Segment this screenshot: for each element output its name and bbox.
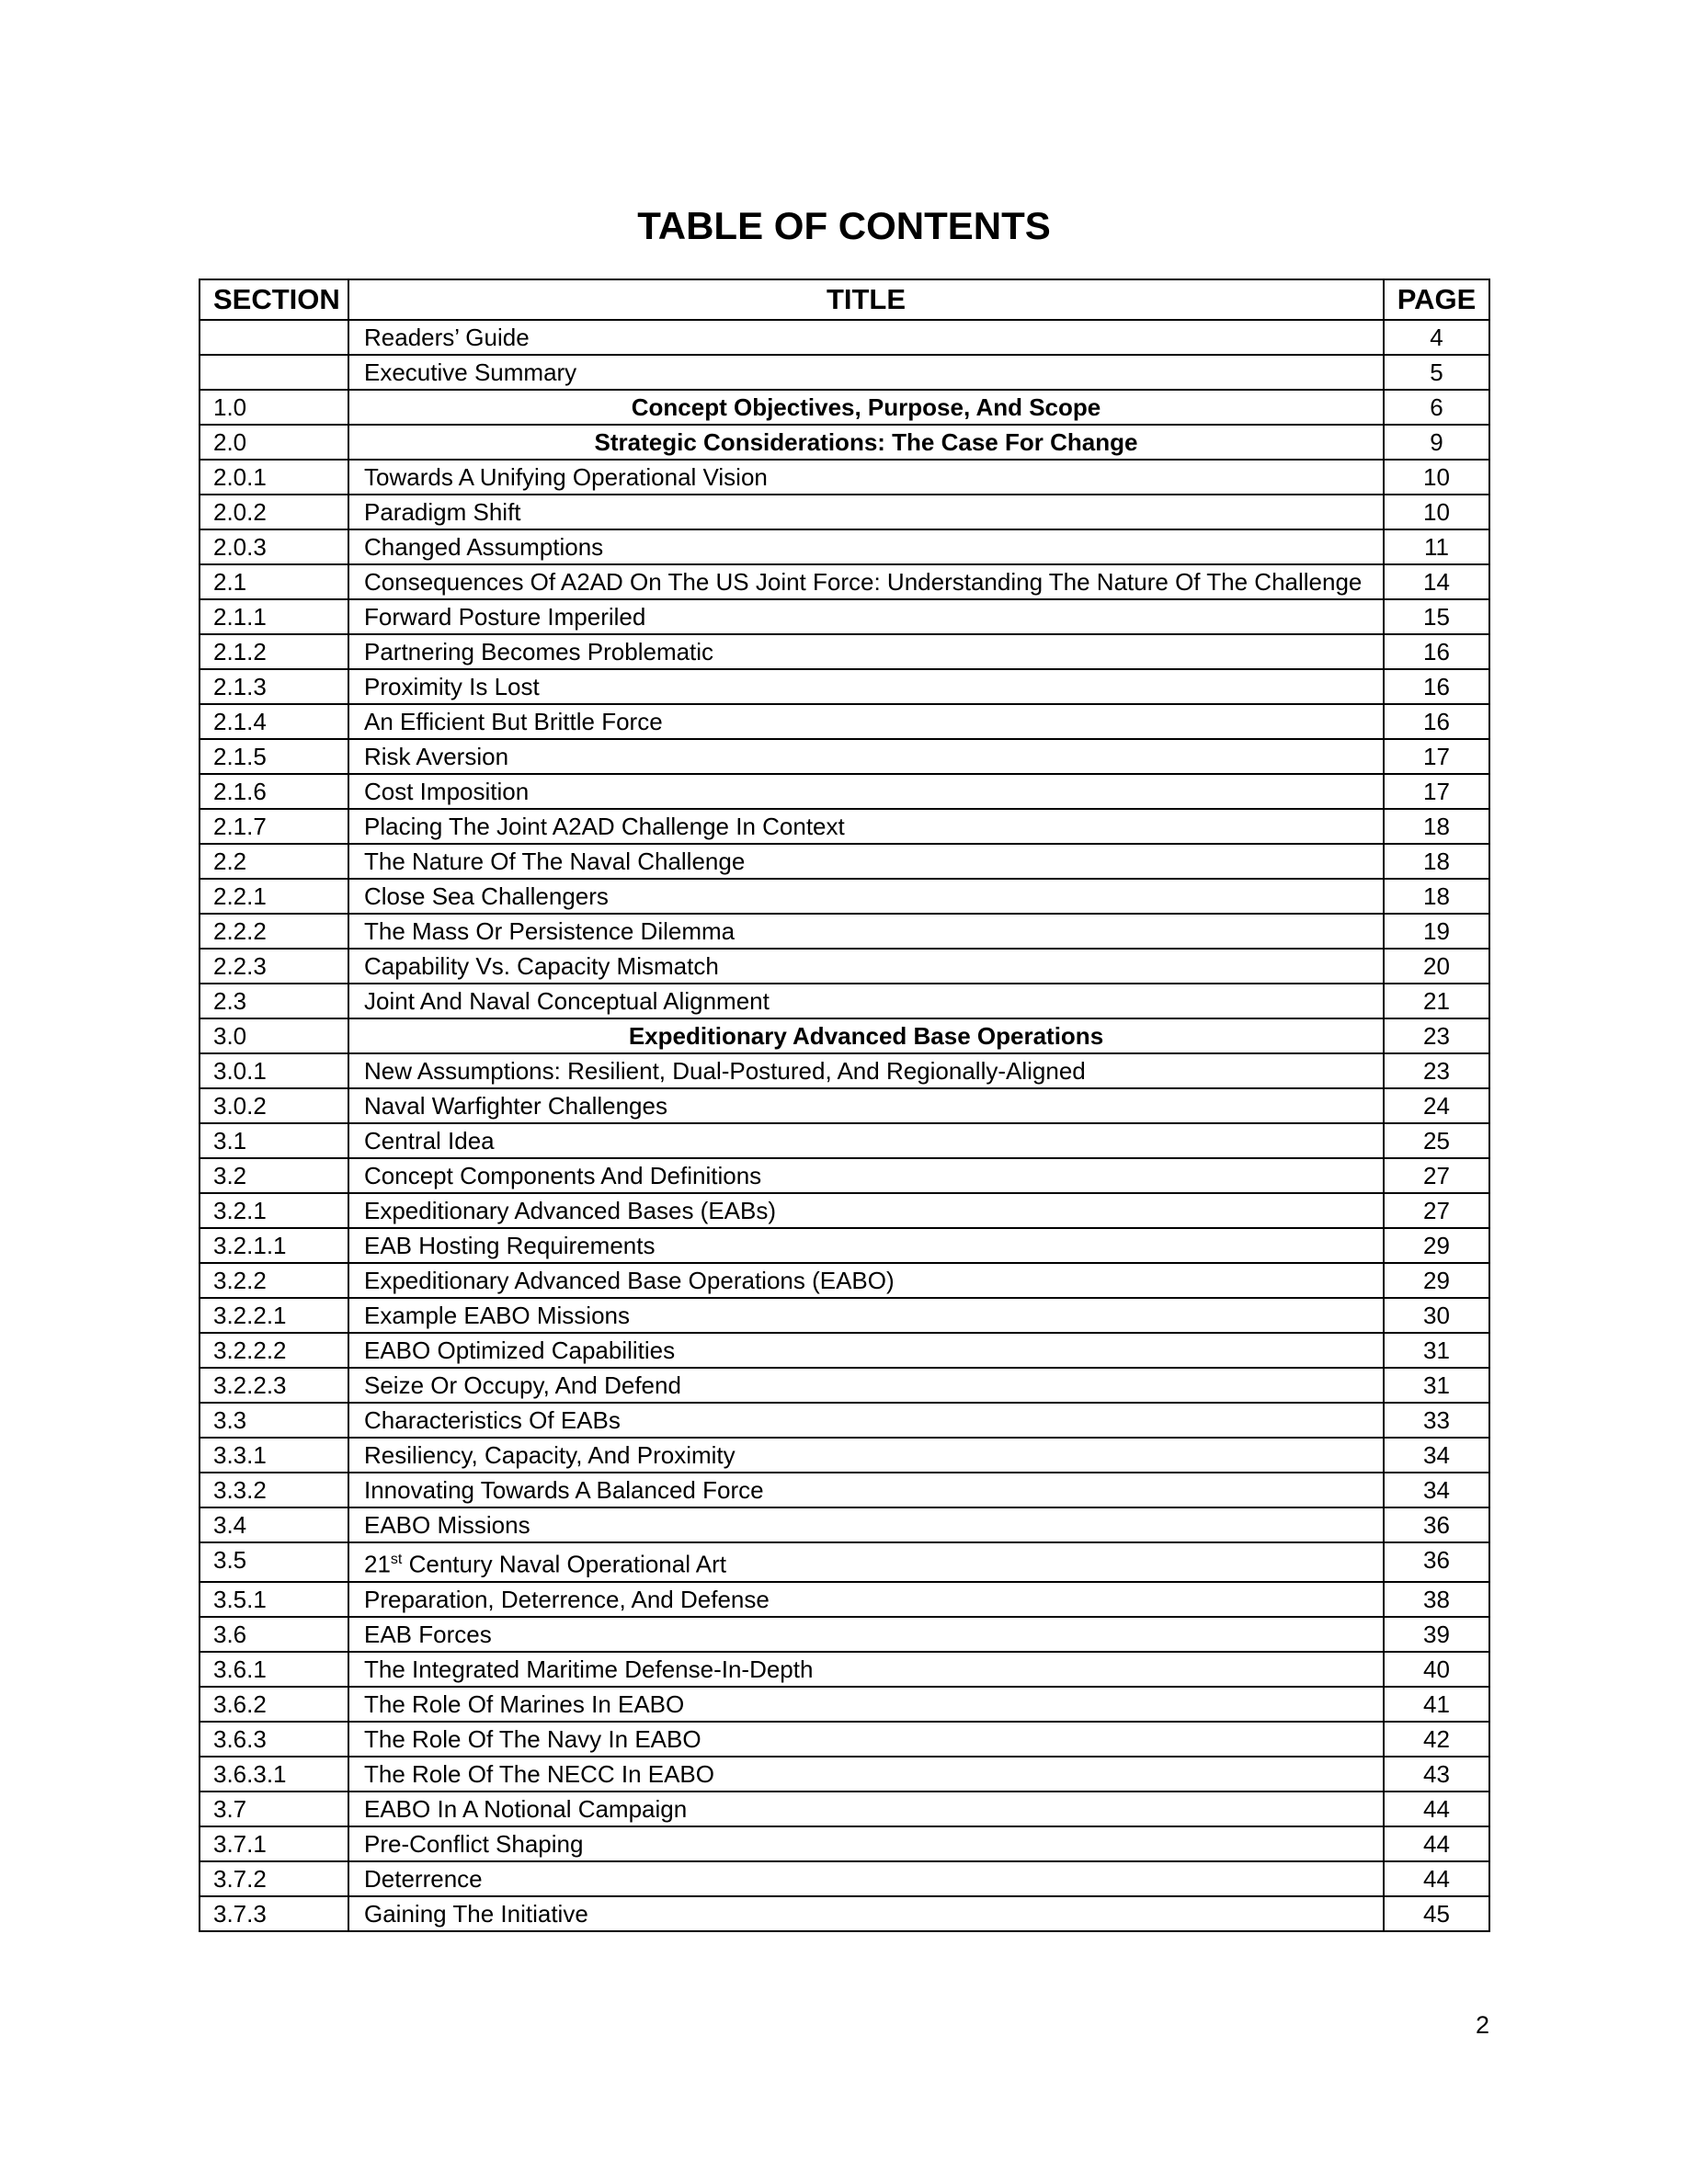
table-row (200, 1582, 1489, 1617)
entry-title: Partnering Becomes Problematic (348, 634, 1384, 669)
table-row (200, 1158, 1489, 1193)
section-number: 3.0.1 (200, 1053, 348, 1088)
entry-title-prefix: 21 (364, 1550, 391, 1578)
entry-title: Forward Posture Imperiled (348, 599, 1384, 634)
section-number: 3.0.2 (200, 1088, 348, 1123)
section-column-header: SECTION (200, 279, 348, 320)
entry-page: 29 (1384, 1263, 1489, 1298)
table-row (200, 1687, 1489, 1722)
toc-header-row (200, 279, 1489, 320)
page-title: TABLE OF CONTENTS (637, 204, 1051, 247)
table-row (200, 355, 1489, 390)
entry-title: Executive Summary (348, 355, 1384, 390)
entry-page: 10 (1384, 495, 1489, 529)
entry-title: Consequences Of A2AD On The US Joint Force: Understanding The Nature Of The Challenge (348, 564, 1384, 599)
table-row (200, 1438, 1489, 1473)
entry-page: 31 (1384, 1333, 1489, 1368)
entry-page: 14 (1384, 564, 1489, 599)
entry-page: 16 (1384, 704, 1489, 739)
entry-title: Close Sea Challengers (348, 879, 1384, 914)
entry-title: Concept Objectives, Purpose, And Scope (348, 390, 1384, 425)
section-number: 3.2.1 (200, 1193, 348, 1228)
table-row (200, 1123, 1489, 1158)
entry-title: Concept Components And Definitions (348, 1158, 1384, 1193)
table-row (200, 914, 1489, 949)
section-number: 3.2.2.2 (200, 1333, 348, 1368)
entry-title: EAB Hosting Requirements (348, 1228, 1384, 1263)
entry-page: 23 (1384, 1018, 1489, 1053)
entry-page: 44 (1384, 1861, 1489, 1896)
entry-page: 16 (1384, 634, 1489, 669)
entry-title: Gaining The Initiative (348, 1896, 1384, 1931)
entry-page: 27 (1384, 1158, 1489, 1193)
entry-page: 17 (1384, 739, 1489, 774)
entry-title: The Role Of The Navy In EABO (348, 1722, 1384, 1757)
entry-title: Naval Warfighter Challenges (348, 1088, 1384, 1123)
table-row (200, 844, 1489, 879)
section-number (200, 320, 348, 355)
entry-title: Expeditionary Advanced Base Operations (EABO) (348, 1263, 1384, 1298)
entry-title: Risk Aversion (348, 739, 1384, 774)
section-number: 2.2.3 (200, 949, 348, 984)
entry-title: Paradigm Shift (348, 495, 1384, 529)
page-column-header: PAGE (1384, 279, 1489, 320)
table-row (200, 1193, 1489, 1228)
entry-page: 9 (1384, 425, 1489, 460)
entry-title: The Mass Or Persistence Dilemma (348, 914, 1384, 949)
entry-title: Pre-Conflict Shaping (348, 1826, 1384, 1861)
table-row (200, 1263, 1489, 1298)
table-row (200, 774, 1489, 809)
entry-title: An Efficient But Brittle Force (348, 704, 1384, 739)
entry-title: EAB Forces (348, 1617, 1384, 1652)
section-number: 3.6 (200, 1617, 348, 1652)
table-row (200, 1757, 1489, 1792)
table-row (200, 425, 1489, 460)
section-number: 3.5 (200, 1542, 348, 1582)
entry-title: Changed Assumptions (348, 529, 1384, 564)
table-row (200, 1617, 1489, 1652)
entry-title: Expeditionary Advanced Bases (EABs) (348, 1193, 1384, 1228)
entry-title: Capability Vs. Capacity Mismatch (348, 949, 1384, 984)
entry-page: 40 (1384, 1652, 1489, 1687)
entry-title: The Role Of Marines In EABO (348, 1687, 1384, 1722)
table-row (200, 1018, 1489, 1053)
section-number: 2.1.2 (200, 634, 348, 669)
entry-page: 34 (1384, 1473, 1489, 1507)
section-number: 2.1.7 (200, 809, 348, 844)
table-row (200, 879, 1489, 914)
title-column-header: TITLE (348, 279, 1384, 320)
entry-title: Deterrence (348, 1861, 1384, 1896)
entry-page: 24 (1384, 1088, 1489, 1123)
table-row (200, 704, 1489, 739)
entry-page: 5 (1384, 355, 1489, 390)
entry-title: Central Idea (348, 1123, 1384, 1158)
entry-title: Cost Imposition (348, 774, 1384, 809)
table-row (200, 564, 1489, 599)
entry-title: The Integrated Maritime Defense-In-Depth (348, 1652, 1384, 1687)
table-row (200, 1507, 1489, 1542)
entry-page: 30 (1384, 1298, 1489, 1333)
section-number: 2.0 (200, 425, 348, 460)
section-number: 2.2.1 (200, 879, 348, 914)
table-row (200, 1228, 1489, 1263)
section-number: 2.1 (200, 564, 348, 599)
table-row (200, 460, 1489, 495)
page-number: 2 (1475, 2011, 1489, 2039)
entry-page: 39 (1384, 1617, 1489, 1652)
section-number: 2.2 (200, 844, 348, 879)
section-number: 3.2.2.1 (200, 1298, 348, 1333)
table-row (200, 1298, 1489, 1333)
entry-title: Readers’ Guide (348, 320, 1384, 355)
entry-page: 17 (1384, 774, 1489, 809)
section-number: 3.3.2 (200, 1473, 348, 1507)
section-number: 1.0 (200, 390, 348, 425)
entry-title: EABO Optimized Capabilities (348, 1333, 1384, 1368)
entry-title: Seize Or Occupy, And Defend (348, 1368, 1384, 1403)
entry-page: 18 (1384, 844, 1489, 879)
section-number: 2.3 (200, 984, 348, 1018)
section-number: 2.1.6 (200, 774, 348, 809)
entry-page: 29 (1384, 1228, 1489, 1263)
entry-page: 6 (1384, 390, 1489, 425)
entry-page: 18 (1384, 809, 1489, 844)
entry-page: 23 (1384, 1053, 1489, 1088)
section-number: 3.3.1 (200, 1438, 348, 1473)
entry-page: 10 (1384, 460, 1489, 495)
section-number: 3.7.3 (200, 1896, 348, 1931)
entry-title: Placing The Joint A2AD Challenge In Context (348, 809, 1384, 844)
table-row (200, 1722, 1489, 1757)
table-row (200, 1861, 1489, 1896)
section-number: 3.5.1 (200, 1582, 348, 1617)
entry-page: 16 (1384, 669, 1489, 704)
table-row (200, 529, 1489, 564)
section-number: 3.7.2 (200, 1861, 348, 1896)
section-number: 2.1.1 (200, 599, 348, 634)
entry-title: EABO In A Notional Campaign (348, 1792, 1384, 1826)
section-number: 2.1.3 (200, 669, 348, 704)
entry-page: 44 (1384, 1826, 1489, 1861)
entry-page: 21 (1384, 984, 1489, 1018)
entry-title-suffix: Century Naval Operational Art (402, 1550, 726, 1578)
table-row (200, 984, 1489, 1018)
section-number: 3.2 (200, 1158, 348, 1193)
entry-page: 44 (1384, 1792, 1489, 1826)
entry-page: 27 (1384, 1193, 1489, 1228)
table-row (200, 599, 1489, 634)
section-number: 3.2.1.1 (200, 1228, 348, 1263)
section-number: 2.2.2 (200, 914, 348, 949)
entry-title: EABO Missions (348, 1507, 1384, 1542)
section-number: 3.7 (200, 1792, 348, 1826)
section-number: 3.0 (200, 1018, 348, 1053)
section-number: 3.3 (200, 1403, 348, 1438)
table-row (200, 1542, 1489, 1582)
section-number: 3.4 (200, 1507, 348, 1542)
table-row (200, 320, 1489, 355)
section-number: 3.2.2 (200, 1263, 348, 1298)
table-row (200, 1368, 1489, 1403)
section-number (200, 355, 348, 390)
entry-page: 36 (1384, 1507, 1489, 1542)
section-number: 2.0.1 (200, 460, 348, 495)
section-number: 3.6.2 (200, 1687, 348, 1722)
entry-page: 38 (1384, 1582, 1489, 1617)
entry-title: Expeditionary Advanced Base Operations (348, 1018, 1384, 1053)
entry-title: Strategic Considerations: The Case For Change (348, 425, 1384, 460)
entry-page: 25 (1384, 1123, 1489, 1158)
entry-page: 36 (1384, 1542, 1489, 1582)
table-row (200, 809, 1489, 844)
entry-page: 31 (1384, 1368, 1489, 1403)
table-row (200, 1792, 1489, 1826)
table-row (200, 390, 1489, 425)
section-number: 2.1.5 (200, 739, 348, 774)
entry-title: Characteristics Of EABs (348, 1403, 1384, 1438)
section-number: 3.6.3 (200, 1722, 348, 1757)
entry-title: Example EABO Missions (348, 1298, 1384, 1333)
entry-page: 41 (1384, 1687, 1489, 1722)
toc-body (200, 320, 1489, 1931)
entry-title: Resiliency, Capacity, And Proximity (348, 1438, 1384, 1473)
table-row (200, 634, 1489, 669)
entry-page: 15 (1384, 599, 1489, 634)
table-row (200, 739, 1489, 774)
section-number: 2.0.2 (200, 495, 348, 529)
table-row (200, 495, 1489, 529)
entry-page: 45 (1384, 1896, 1489, 1931)
entry-title: New Assumptions: Resilient, Dual-Postured, And Regionally-Aligned (348, 1053, 1384, 1088)
section-number: 3.2.2.3 (200, 1368, 348, 1403)
section-number: 2.1.4 (200, 704, 348, 739)
toc-table (199, 279, 1490, 1932)
section-number: 3.1 (200, 1123, 348, 1158)
entry-page: 33 (1384, 1403, 1489, 1438)
entry-page: 34 (1384, 1438, 1489, 1473)
section-number: 3.6.1 (200, 1652, 348, 1687)
table-row (200, 1403, 1489, 1438)
section-number: 3.6.3.1 (200, 1757, 348, 1792)
table-row (200, 1473, 1489, 1507)
entry-title-superscript: st (390, 1552, 403, 1567)
entry-title: Innovating Towards A Balanced Force (348, 1473, 1384, 1507)
entry-title: Joint And Naval Conceptual Alignment (348, 984, 1384, 1018)
section-number: 2.0.3 (200, 529, 348, 564)
section-number: 3.7.1 (200, 1826, 348, 1861)
entry-title (348, 1542, 1384, 1582)
entry-page: 43 (1384, 1757, 1489, 1792)
table-row (200, 1333, 1489, 1368)
table-row (200, 1088, 1489, 1123)
table-row (200, 949, 1489, 984)
entry-page: 11 (1384, 529, 1489, 564)
entry-title: The Role Of The NECC In EABO (348, 1757, 1384, 1792)
entry-title: Proximity Is Lost (348, 669, 1384, 704)
table-row (200, 669, 1489, 704)
entry-page: 20 (1384, 949, 1489, 984)
table-row (200, 1053, 1489, 1088)
table-row (200, 1826, 1489, 1861)
table-row (200, 1652, 1489, 1687)
entry-title: Towards A Unifying Operational Vision (348, 460, 1384, 495)
entry-title: Preparation, Deterrence, And Defense (348, 1582, 1384, 1617)
entry-page: 19 (1384, 914, 1489, 949)
entry-page: 4 (1384, 320, 1489, 355)
table-row (200, 1896, 1489, 1931)
entry-page: 42 (1384, 1722, 1489, 1757)
entry-title: The Nature Of The Naval Challenge (348, 844, 1384, 879)
entry-page: 18 (1384, 879, 1489, 914)
